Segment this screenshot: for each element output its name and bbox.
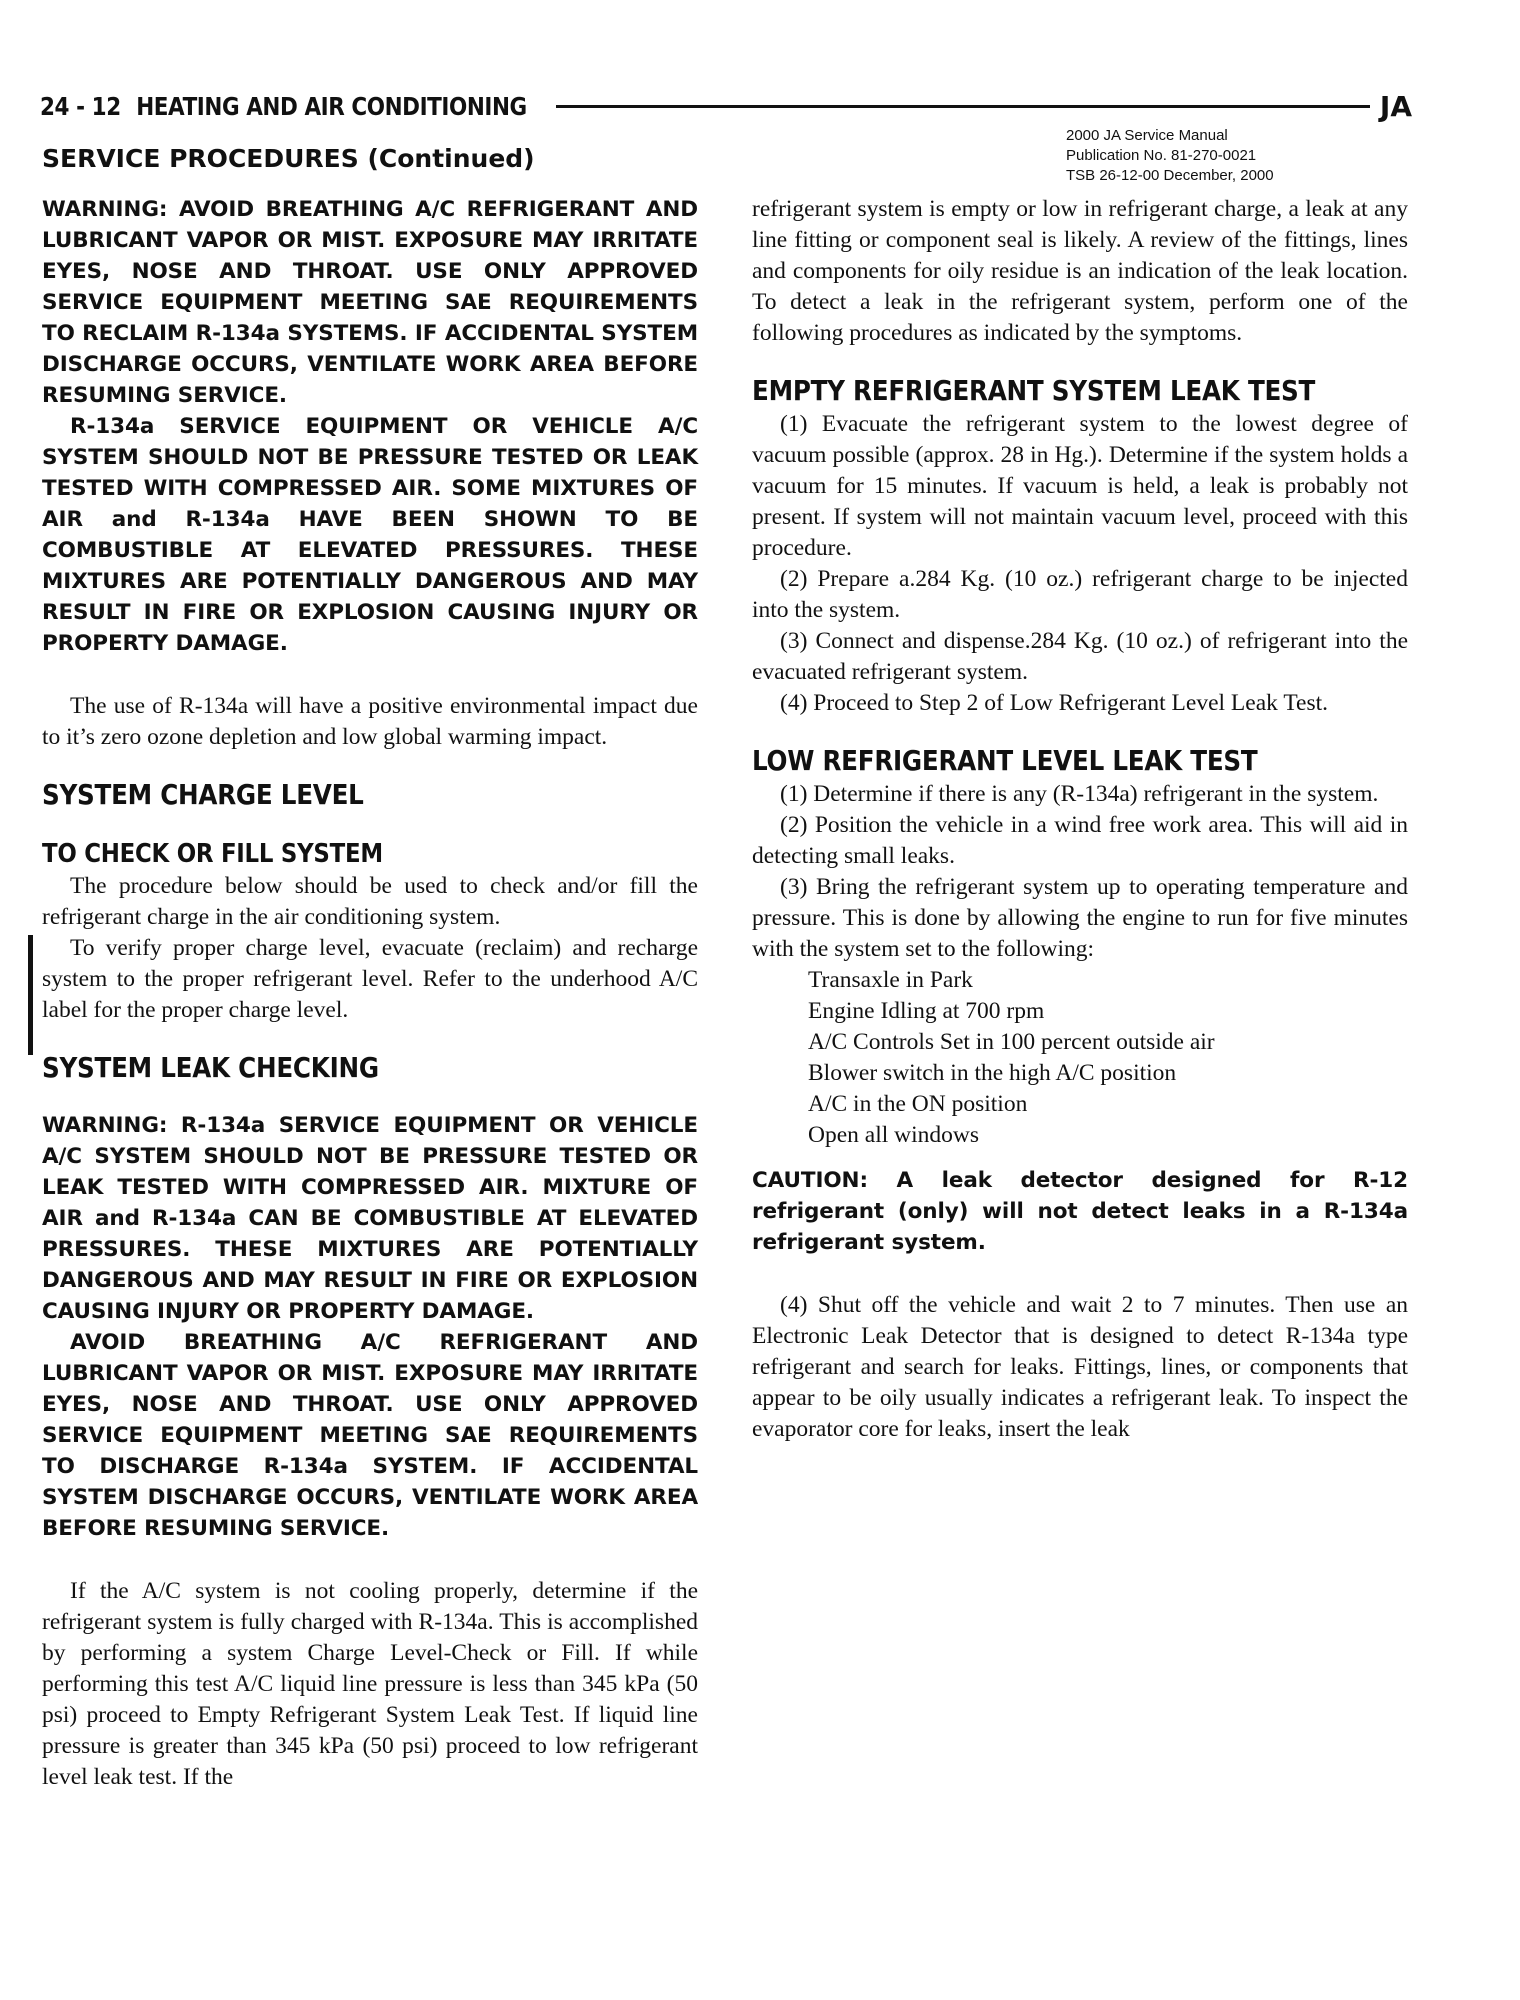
heading-low-level-leak-test: LOW REFRIGERANT LEVEL LEAK TEST bbox=[752, 744, 1258, 777]
low-step-3: (3) Bring the refrigerant system up to operating temperature and pressure. This is done by allowing the engine to run for five minutes with the system set to the following: bbox=[752, 874, 1408, 962]
heading-check-fill-system: TO CHECK OR FILL SYSTEM bbox=[42, 839, 383, 869]
condition-item: Transaxle in Park bbox=[808, 967, 973, 993]
condition-item: Blower switch in the high A/C position bbox=[808, 1060, 1177, 1086]
warning-compressed-air: R-134a SERVICE EQUIPMENT OR VEHICLE A/C SYSTEM SHOULD NOT BE PRESSURE TESTED OR LEAK TESTED WITH COMPRESSED AIR. SOME MIXTURES OF AIR and R-134a HAVE BEEN SHOWN TO BE COMBUSTIBLE AT ELEVATED PRESSURES. THESE MIXTURES ARE POTENTIALLY DANGEROUS AND MAY RESULT IN FIRE OR EXPLOSION CAUSING INJURY OR PROPERTY DAMAGE. bbox=[42, 414, 698, 656]
continued-paragraph: refrigerant system is empty or low in refrigerant charge, a leak at any line fitting or component seal is likely. A review of the fittings, lines and components for oily residue is an indication of the leak location. To detect a leak in the refrigerant system, perform one of the following procedures as indicated by the symptoms. bbox=[752, 196, 1408, 346]
warning-breathing: WARNING: AVOID BREATHING A/C REFRIGERANT AND LUBRICANT VAPOR OR MIST. EXPOSURE MAY IRRITATE EYES, NOSE AND THROAT. USE ONLY APPROVED SERVICE EQUIPMENT MEETING SAE REQUIREMENTS TO RECLAIM R-134a SYSTEMS. IF ACCIDENTAL SYSTEM DISCHARGE OCCURS, VENTILATE WORK AREA BEFORE RESUMING SERVICE. bbox=[42, 197, 698, 408]
conditions-list bbox=[752, 965, 1408, 1151]
heading-empty-leak-test: EMPTY REFRIGERANT SYSTEM LEAK TEST bbox=[752, 374, 1316, 407]
caution-leak-detector: CAUTION: A leak detector designed for R-12 refrigerant (only) will not detect leaks in a R-134a refrigerant system. bbox=[752, 1168, 1408, 1255]
low-step-4: (4) Shut off the vehicle and wait 2 to 7 minutes. Then use an Electronic Leak Detector that is designed to detect R-134a type refrigerant and search for leaks. Fittings, lines, or components that appear to be oily usually indicates a refrigerant leak. To inspect the evaporator core for leaks, insert the leak bbox=[752, 1292, 1408, 1442]
condition-item: Engine Idling at 700 rpm bbox=[808, 998, 1045, 1024]
pub-line-manual: 2000 JA Service Manual bbox=[1066, 127, 1228, 144]
empty-step-1: (1) Evacuate the refrigerant system to the lowest degree of vacuum possible (approx. 28 in Hg.). Determine if the system holds a vacuum for 15 minutes. If vacuum is held, a leak is probably not present. If system will not maintain vacuum level, proceed with this procedure. bbox=[752, 411, 1408, 561]
warning-leak-test: WARNING: R-134a SERVICE EQUIPMENT OR VEHICLE A/C SYSTEM SHOULD NOT BE PRESSURE TESTED OR LEAK TESTED WITH COMPRESSED AIR. MIXTURE OF AIR and R-134a CAN BE COMBUSTIBLE AT ELEVATED PRESSURES. THESE MIXTURES ARE POTENTIALLY DANGEROUS AND MAY RESULT IN FIRE OR EXPLOSION CAUSING INJURY OR PROPERTY DAMAGE. bbox=[42, 1113, 698, 1324]
header-rule bbox=[556, 105, 1370, 108]
change-bar bbox=[28, 935, 33, 1055]
fill-paragraph-1: The procedure below should be used to check and/or fill the refrigerant charge in the air conditioning system. bbox=[42, 873, 698, 930]
pub-line-tsb: TSB 26-12-00 December, 2000 bbox=[1066, 167, 1274, 184]
warning-discharge: AVOID BREATHING A/C REFRIGERANT AND LUBRICANT VAPOR OR MIST. EXPOSURE MAY IRRITATE EYES, NOSE AND THROAT. USE ONLY APPROVED SERVICE EQUIPMENT MEETING SAE REQUIREMENTS TO DISCHARGE R-134a SYSTEM. IF ACCIDENTAL SYSTEM DISCHARGE OCCURS, VENTILATE WORK AREA BEFORE RESUMING SERVICE. bbox=[42, 1330, 698, 1541]
publication-info bbox=[1066, 126, 1396, 186]
empty-step-2: (2) Prepare a.284 Kg. (10 oz.) refrigerant charge to be injected into the system. bbox=[752, 566, 1408, 623]
low-step-2: (2) Position the vehicle in a wind free work area. This will aid in detecting small leaks. bbox=[752, 812, 1408, 869]
pub-line-number: Publication No. 81-270-0021 bbox=[1066, 147, 1257, 164]
header-left bbox=[40, 92, 535, 121]
heading-system-leak-checking: SYSTEM LEAK CHECKING bbox=[42, 1051, 379, 1084]
right-column bbox=[752, 194, 1408, 1445]
left-column bbox=[42, 194, 698, 1793]
manual-page bbox=[40, 88, 1412, 1968]
condition-item: A/C Controls Set in 100 percent outside air bbox=[808, 1029, 1215, 1055]
condition-item: Open all windows bbox=[808, 1122, 980, 1148]
fill-paragraph-2: To verify proper charge level, evacuate (reclaim) and recharge system to the proper refrigerant level. Refer to the underhood A/C label for the proper charge level. bbox=[42, 935, 698, 1023]
condition-item: A/C in the ON position bbox=[808, 1091, 1028, 1117]
section-title: SERVICE PROCEDURES (Continued) bbox=[42, 144, 535, 173]
chapter-title: HEATING AND AIR CONDITIONING bbox=[136, 91, 527, 121]
page-header bbox=[40, 88, 1412, 124]
leak-paragraph: If the A/C system is not cooling properly, determine if the refrigerant system is fully charged with R-134a. This is accomplished by performing a system Charge Level-Check or Fill. If while performing this test A/C liquid line pressure is less than 345 kPa (50 psi) proceed to Empty Refrigerant System Leak Test. If liquid line pressure is greater than 345 kPa (50 psi) proceed to low refrigerant level leak test. If the bbox=[42, 1578, 698, 1790]
heading-system-charge-level: SYSTEM CHARGE LEVEL bbox=[42, 778, 364, 811]
model-code: JA bbox=[1379, 89, 1412, 123]
low-step-1: (1) Determine if there is any (R-134a) refrigerant in the system. bbox=[780, 781, 1379, 807]
intro-paragraph: The use of R-134a will have a positive environmental impact due to it’s zero ozone depletion and low global warming impact. bbox=[42, 693, 698, 750]
page-number: 24 - 12 bbox=[40, 91, 121, 121]
empty-step-4: (4) Proceed to Step 2 of Low Refrigerant Level Leak Test. bbox=[780, 690, 1329, 716]
empty-step-3: (3) Connect and dispense.284 Kg. (10 oz.) of refrigerant into the evacuated refrigerant system. bbox=[752, 628, 1408, 685]
